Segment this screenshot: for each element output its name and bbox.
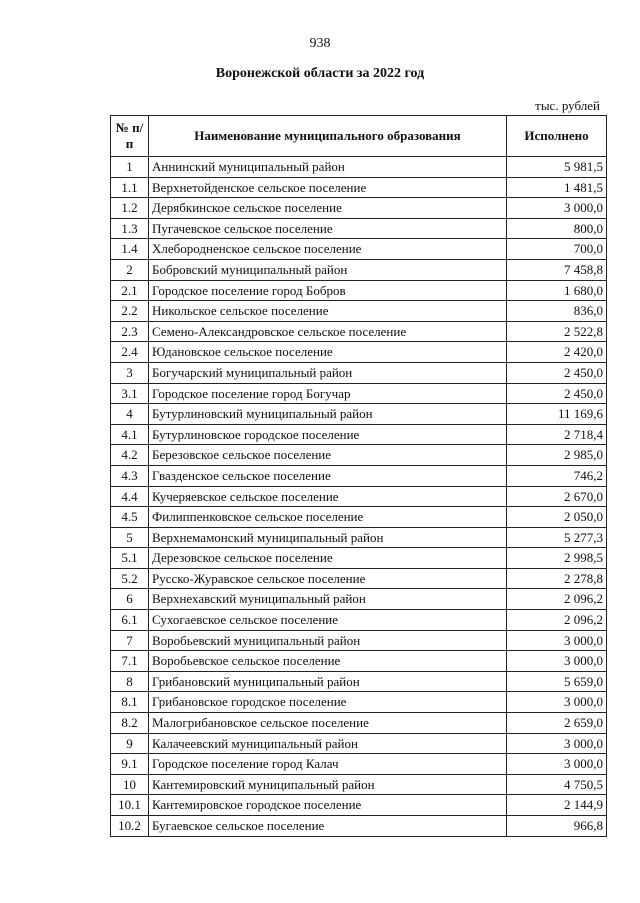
executed-amount-cell: 2 450,0 bbox=[507, 362, 607, 383]
table-row bbox=[111, 177, 607, 198]
row-number-cell: 9 bbox=[111, 733, 149, 754]
executed-amount-cell: 2 998,5 bbox=[507, 548, 607, 569]
row-number-cell: 4.2 bbox=[111, 445, 149, 466]
row-number-cell: 4.5 bbox=[111, 507, 149, 528]
executed-amount-cell: 5 981,5 bbox=[507, 157, 607, 178]
table-row bbox=[111, 733, 607, 754]
row-number-cell: 2 bbox=[111, 259, 149, 280]
row-number-cell: 5.1 bbox=[111, 548, 149, 569]
executed-amount-cell: 2 278,8 bbox=[507, 568, 607, 589]
municipality-name-cell: Кантемировский муниципальный район bbox=[149, 774, 507, 795]
executed-amount-cell: 1 481,5 bbox=[507, 177, 607, 198]
table-row bbox=[111, 486, 607, 507]
table-row bbox=[111, 795, 607, 816]
executed-amount-cell: 3 000,0 bbox=[507, 651, 607, 672]
executed-amount-cell: 2 659,0 bbox=[507, 713, 607, 734]
row-number-cell: 4.3 bbox=[111, 465, 149, 486]
row-number-cell: 6 bbox=[111, 589, 149, 610]
table-row bbox=[111, 301, 607, 322]
executed-amount-cell: 836,0 bbox=[507, 301, 607, 322]
municipality-name-cell: Русско-Журавское сельское поселение bbox=[149, 568, 507, 589]
table-row bbox=[111, 157, 607, 178]
table-row bbox=[111, 692, 607, 713]
municipality-name-cell: Бутурлиновское городское поселение bbox=[149, 424, 507, 445]
table-row bbox=[111, 362, 607, 383]
column-header-executed: Исполнено bbox=[507, 116, 607, 157]
municipality-name-cell: Городское поселение город Калач bbox=[149, 754, 507, 775]
table-row bbox=[111, 321, 607, 342]
municipality-name-cell: Сухогаевское сельское поселение bbox=[149, 610, 507, 631]
executed-amount-cell: 700,0 bbox=[507, 239, 607, 260]
table-row bbox=[111, 239, 607, 260]
municipality-name-cell: Верхнемамонский муниципальный район bbox=[149, 527, 507, 548]
row-number-cell: 2.4 bbox=[111, 342, 149, 363]
budget-table bbox=[110, 115, 607, 837]
row-number-cell: 5 bbox=[111, 527, 149, 548]
executed-amount-cell: 3 000,0 bbox=[507, 754, 607, 775]
municipality-name-cell: Бутурлиновский муниципальный район bbox=[149, 404, 507, 425]
row-number-cell: 8 bbox=[111, 671, 149, 692]
executed-amount-cell: 3 000,0 bbox=[507, 692, 607, 713]
municipality-name-cell: Городское поселение город Бобров bbox=[149, 280, 507, 301]
table-row bbox=[111, 465, 607, 486]
municipality-name-cell: Дерезовское сельское поселение bbox=[149, 548, 507, 569]
executed-amount-cell: 2 096,2 bbox=[507, 610, 607, 631]
row-number-cell: 10 bbox=[111, 774, 149, 795]
executed-amount-cell: 2 096,2 bbox=[507, 589, 607, 610]
table-row bbox=[111, 713, 607, 734]
municipality-name-cell: Кучеряевское сельское поселение bbox=[149, 486, 507, 507]
table-row bbox=[111, 774, 607, 795]
municipality-name-cell: Городское поселение город Богучар bbox=[149, 383, 507, 404]
table-row bbox=[111, 445, 607, 466]
table-row bbox=[111, 630, 607, 651]
municipality-name-cell: Юдановское сельское поселение bbox=[149, 342, 507, 363]
row-number-cell: 10.1 bbox=[111, 795, 149, 816]
executed-amount-cell: 2 050,0 bbox=[507, 507, 607, 528]
row-number-cell: 4.4 bbox=[111, 486, 149, 507]
table-row bbox=[111, 424, 607, 445]
municipality-name-cell: Пугачевское сельское поселение bbox=[149, 218, 507, 239]
column-header-name: Наименование муниципального образования bbox=[149, 116, 507, 157]
executed-amount-cell: 746,2 bbox=[507, 465, 607, 486]
document-title: Воронежской области за 2022 год bbox=[215, 66, 425, 81]
municipality-name-cell: Богучарский муниципальный район bbox=[149, 362, 507, 383]
municipality-name-cell: Филиппенковское сельское поселение bbox=[149, 507, 507, 528]
row-number-cell: 8.1 bbox=[111, 692, 149, 713]
table-row bbox=[111, 507, 607, 528]
municipality-name-cell: Березовское сельское поселение bbox=[149, 445, 507, 466]
table-row bbox=[111, 568, 607, 589]
table-body bbox=[111, 157, 607, 837]
row-number-cell: 2.2 bbox=[111, 301, 149, 322]
row-number-cell: 4.1 bbox=[111, 424, 149, 445]
municipality-name-cell: Бобровский муниципальный район bbox=[149, 259, 507, 280]
row-number-cell: 7 bbox=[111, 630, 149, 651]
executed-amount-cell: 2 985,0 bbox=[507, 445, 607, 466]
row-number-cell: 10.2 bbox=[111, 816, 149, 837]
row-number-cell: 3 bbox=[111, 362, 149, 383]
municipality-name-cell: Аннинский муниципальный район bbox=[149, 157, 507, 178]
row-number-cell: 7.1 bbox=[111, 651, 149, 672]
table-row bbox=[111, 280, 607, 301]
municipality-name-cell: Верхнехавский муниципальный район bbox=[149, 589, 507, 610]
municipality-name-cell: Семено-Александровское сельское поселение bbox=[149, 321, 507, 342]
table-row bbox=[111, 259, 607, 280]
table-row bbox=[111, 383, 607, 404]
table-row bbox=[111, 218, 607, 239]
table-row bbox=[111, 527, 607, 548]
row-number-cell: 1.3 bbox=[111, 218, 149, 239]
row-number-cell: 2.3 bbox=[111, 321, 149, 342]
municipality-name-cell: Верхнетойденское сельское поселение bbox=[149, 177, 507, 198]
executed-amount-cell: 11 169,6 bbox=[507, 404, 607, 425]
column-header-number: № п/п bbox=[111, 116, 149, 157]
municipality-name-cell: Грибановский муниципальный район bbox=[149, 671, 507, 692]
row-number-cell: 2.1 bbox=[111, 280, 149, 301]
table-header-row bbox=[111, 116, 607, 157]
municipality-name-cell: Дерябкинское сельское поселение bbox=[149, 198, 507, 219]
executed-amount-cell: 2 670,0 bbox=[507, 486, 607, 507]
executed-amount-cell: 2 420,0 bbox=[507, 342, 607, 363]
units-label: тыс. рублей bbox=[535, 98, 600, 113]
municipality-name-cell: Воробьевское сельское поселение bbox=[149, 651, 507, 672]
executed-amount-cell: 5 277,3 bbox=[507, 527, 607, 548]
municipality-name-cell: Никольское сельское поселение bbox=[149, 301, 507, 322]
executed-amount-cell: 7 458,8 bbox=[507, 259, 607, 280]
executed-amount-cell: 4 750,5 bbox=[507, 774, 607, 795]
row-number-cell: 1.2 bbox=[111, 198, 149, 219]
table-row bbox=[111, 342, 607, 363]
table-row bbox=[111, 548, 607, 569]
row-number-cell: 4 bbox=[111, 404, 149, 425]
table-row bbox=[111, 651, 607, 672]
table-row bbox=[111, 754, 607, 775]
executed-amount-cell: 966,8 bbox=[507, 816, 607, 837]
executed-amount-cell: 2 718,4 bbox=[507, 424, 607, 445]
municipality-name-cell: Хлебородненское сельское поселение bbox=[149, 239, 507, 260]
row-number-cell: 3.1 bbox=[111, 383, 149, 404]
municipality-name-cell: Калачеевский муниципальный район bbox=[149, 733, 507, 754]
table-row bbox=[111, 198, 607, 219]
row-number-cell: 1.4 bbox=[111, 239, 149, 260]
row-number-cell: 6.1 bbox=[111, 610, 149, 631]
page-number: 938 bbox=[309, 36, 331, 51]
row-number-cell: 5.2 bbox=[111, 568, 149, 589]
table-row bbox=[111, 589, 607, 610]
executed-amount-cell: 3 000,0 bbox=[507, 733, 607, 754]
executed-amount-cell: 5 659,0 bbox=[507, 671, 607, 692]
row-number-cell: 8.2 bbox=[111, 713, 149, 734]
row-number-cell: 1 bbox=[111, 157, 149, 178]
table-row bbox=[111, 671, 607, 692]
executed-amount-cell: 3 000,0 bbox=[507, 198, 607, 219]
municipality-name-cell: Воробьевский муниципальный район bbox=[149, 630, 507, 651]
executed-amount-cell: 2 522,8 bbox=[507, 321, 607, 342]
table-row bbox=[111, 816, 607, 837]
executed-amount-cell: 2 144,9 bbox=[507, 795, 607, 816]
row-number-cell: 1.1 bbox=[111, 177, 149, 198]
municipality-name-cell: Бугаевское сельское поселение bbox=[149, 816, 507, 837]
executed-amount-cell: 1 680,0 bbox=[507, 280, 607, 301]
municipality-name-cell: Грибановское городское поселение bbox=[149, 692, 507, 713]
executed-amount-cell: 2 450,0 bbox=[507, 383, 607, 404]
municipality-name-cell: Малогрибановское сельское поселение bbox=[149, 713, 507, 734]
municipality-name-cell: Кантемировское городское поселение bbox=[149, 795, 507, 816]
table-row bbox=[111, 610, 607, 631]
municipality-name-cell: Гвазденское сельское поселение bbox=[149, 465, 507, 486]
executed-amount-cell: 800,0 bbox=[507, 218, 607, 239]
row-number-cell: 9.1 bbox=[111, 754, 149, 775]
executed-amount-cell: 3 000,0 bbox=[507, 630, 607, 651]
table-row bbox=[111, 404, 607, 425]
